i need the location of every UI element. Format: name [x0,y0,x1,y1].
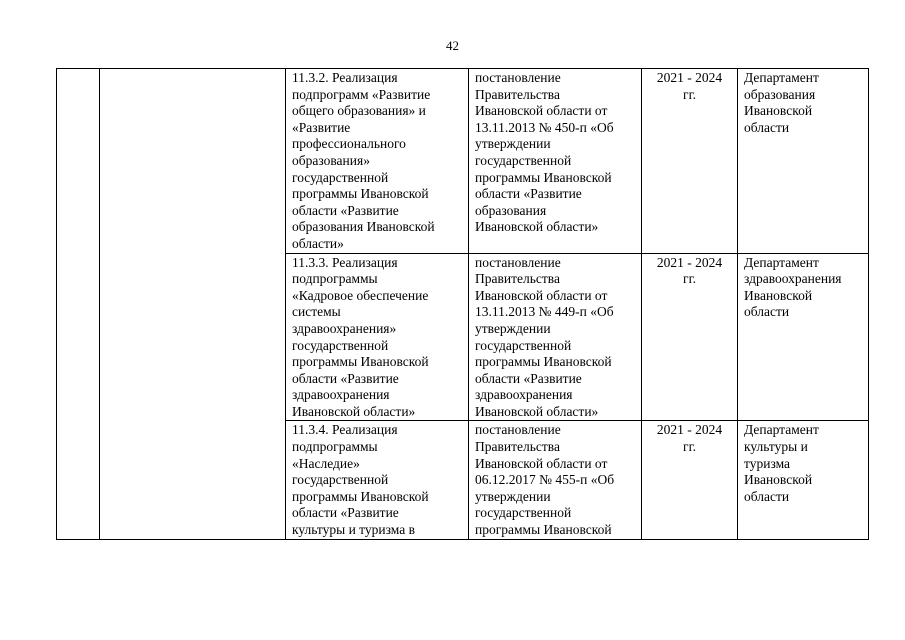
measures-table [56,68,869,540]
document-cell: постановление Правительства Ивановской области от 13.11.2013 № 450-п «Об утверждении государственной программы Ивановской области «Развитие образования Ивановской области» [469,69,642,254]
objective-cell [100,69,286,540]
measure-cell: 11.3.4. Реализация подпрограммы «Наследие» государственной программы Ивановской области «Развитие культуры и туризма в [286,421,469,539]
measure-cell: 11.3.3. Реализация подпрограммы «Кадровое обеспечение системы здравоохранения» государственной программы Ивановской области «Развитие здравоохранения Ивановской области» [286,253,469,421]
responsible-cell: Департамент здравоохранения Ивановской области [738,253,869,421]
responsible-cell: Департамент образования Ивановской области [738,69,869,254]
document-cell: постановление Правительства Ивановской области от 06.12.2017 № 455-п «Об утверждении государственной программы Ивановской [469,421,642,539]
responsible-cell: Департамент культуры и туризма Ивановской области [738,421,869,539]
number-cell [57,69,100,540]
page-number: 42 [446,38,459,53]
period-cell: 2021 - 2024 гг. [642,69,738,254]
document-cell: постановление Правительства Ивановской области от 13.11.2013 № 449-п «Об утверждении государственной программы Ивановской области «Развитие здравоохранения Ивановской области» [469,253,642,421]
table-row [57,69,869,254]
period-cell: 2021 - 2024 гг. [642,421,738,539]
period-cell: 2021 - 2024 гг. [642,253,738,421]
measure-cell: 11.3.2. Реализация подпрограмм «Развитие общего образования» и «Развитие профессионального образования» государственной программы Ивановской области «Развитие образования Ивановской области» [286,69,469,254]
